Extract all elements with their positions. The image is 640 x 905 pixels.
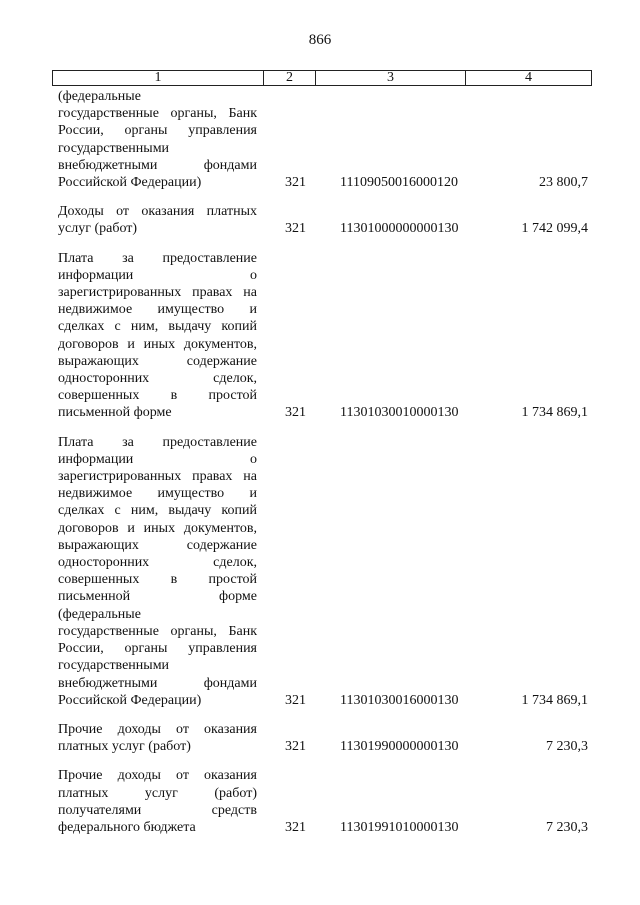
description-line: выражающих содержание bbox=[58, 353, 257, 369]
row-description bbox=[58, 250, 257, 422]
description-line: (федеральные bbox=[58, 606, 141, 622]
row-description bbox=[58, 767, 257, 836]
table-row bbox=[58, 434, 588, 709]
description-line: государственные органы, Банк bbox=[58, 106, 257, 122]
table-row bbox=[58, 721, 588, 755]
description-line: совершенных в простой bbox=[58, 388, 257, 404]
admin-code: 321 bbox=[285, 739, 306, 755]
description-line: России, органы управления bbox=[58, 641, 257, 657]
description-line: Российской Федерации) bbox=[58, 692, 202, 708]
revenue-code: 11301000000000130 bbox=[340, 221, 459, 237]
description-line: внебюджетными фондами bbox=[58, 675, 257, 691]
description-line: выражающих содержание bbox=[58, 537, 257, 553]
description-line: Прочие доходы от оказания bbox=[58, 721, 257, 737]
admin-code: 321 bbox=[285, 175, 306, 191]
description-line: односторонних сделок, bbox=[58, 371, 257, 387]
row-description bbox=[58, 721, 257, 755]
row-description bbox=[58, 434, 257, 709]
description-line: сделках с ним, выдачу копий bbox=[58, 503, 257, 519]
description-line: Плата за предоставление bbox=[58, 250, 257, 266]
header-col-3: 3 bbox=[316, 71, 466, 85]
amount-value: 1 742 099,4 bbox=[521, 221, 588, 237]
amount-value: 23 800,7 bbox=[539, 175, 588, 191]
description-line: Доходы от оказания платных bbox=[58, 204, 257, 220]
description-line: Российской Федерации) bbox=[58, 175, 202, 191]
amount-value: 7 230,3 bbox=[546, 739, 588, 755]
admin-code: 321 bbox=[285, 692, 306, 708]
description-line: Плата за предоставление bbox=[58, 434, 257, 450]
description-line: совершенных в простой bbox=[58, 572, 257, 588]
description-line: односторонних сделок, bbox=[58, 555, 257, 571]
description-line: России, органы управления bbox=[58, 123, 257, 139]
table-body bbox=[58, 88, 588, 848]
description-line: государственные органы, Банк bbox=[58, 623, 257, 639]
row-description bbox=[58, 88, 257, 191]
description-line: федерального бюджета bbox=[58, 819, 196, 835]
description-line: договоров и иных документов, bbox=[58, 336, 257, 352]
description-line: платных услуг (работ) bbox=[58, 739, 191, 755]
description-line: платных услуг (работ) bbox=[58, 785, 257, 801]
table-row bbox=[58, 203, 588, 237]
description-line: внебюджетными фондами bbox=[58, 157, 257, 173]
description-line: услуг (работ) bbox=[58, 221, 138, 237]
description-line: зарегистрированных правах на bbox=[58, 285, 257, 301]
admin-code: 321 bbox=[285, 819, 306, 835]
header-col-2: 2 bbox=[264, 71, 316, 85]
description-line: (федеральные bbox=[58, 89, 141, 104]
revenue-code: 11301991010000130 bbox=[340, 819, 459, 835]
admin-code: 321 bbox=[285, 221, 306, 237]
description-line: зарегистрированных правах на bbox=[58, 469, 257, 485]
admin-code: 321 bbox=[285, 405, 306, 421]
revenue-code: 11301990000000130 bbox=[340, 739, 459, 755]
amount-value: 7 230,3 bbox=[546, 819, 588, 835]
description-line: договоров и иных документов, bbox=[58, 520, 257, 536]
table-row bbox=[58, 88, 588, 191]
revenue-code: 11109050016000120 bbox=[340, 175, 458, 191]
description-line: сделках с ним, выдачу копий bbox=[58, 319, 257, 335]
table-row bbox=[58, 767, 588, 836]
description-line: недвижимое имущество и bbox=[58, 302, 257, 318]
description-line: получателями средств bbox=[58, 802, 257, 818]
description-line: недвижимое имущество и bbox=[58, 486, 257, 502]
description-line: письменной форме bbox=[58, 589, 257, 605]
page-number: 866 bbox=[308, 32, 332, 48]
description-line: Прочие доходы от оказания bbox=[58, 768, 257, 784]
description-line: государственными bbox=[58, 658, 170, 674]
amount-value: 1 734 869,1 bbox=[521, 405, 588, 421]
revenue-code: 11301030016000130 bbox=[340, 692, 459, 708]
header-col-4: 4 bbox=[525, 70, 532, 85]
description-line: информации о bbox=[58, 267, 257, 283]
table-header bbox=[52, 70, 592, 86]
description-line: письменной форме bbox=[58, 405, 172, 421]
description-line: информации о bbox=[58, 451, 257, 467]
header-col-1: 1 bbox=[53, 71, 264, 85]
description-line: государственными bbox=[58, 140, 170, 156]
row-description bbox=[58, 203, 257, 237]
revenue-code: 11301030010000130 bbox=[340, 405, 459, 421]
table-row bbox=[58, 250, 588, 422]
amount-value: 1 734 869,1 bbox=[521, 692, 588, 708]
